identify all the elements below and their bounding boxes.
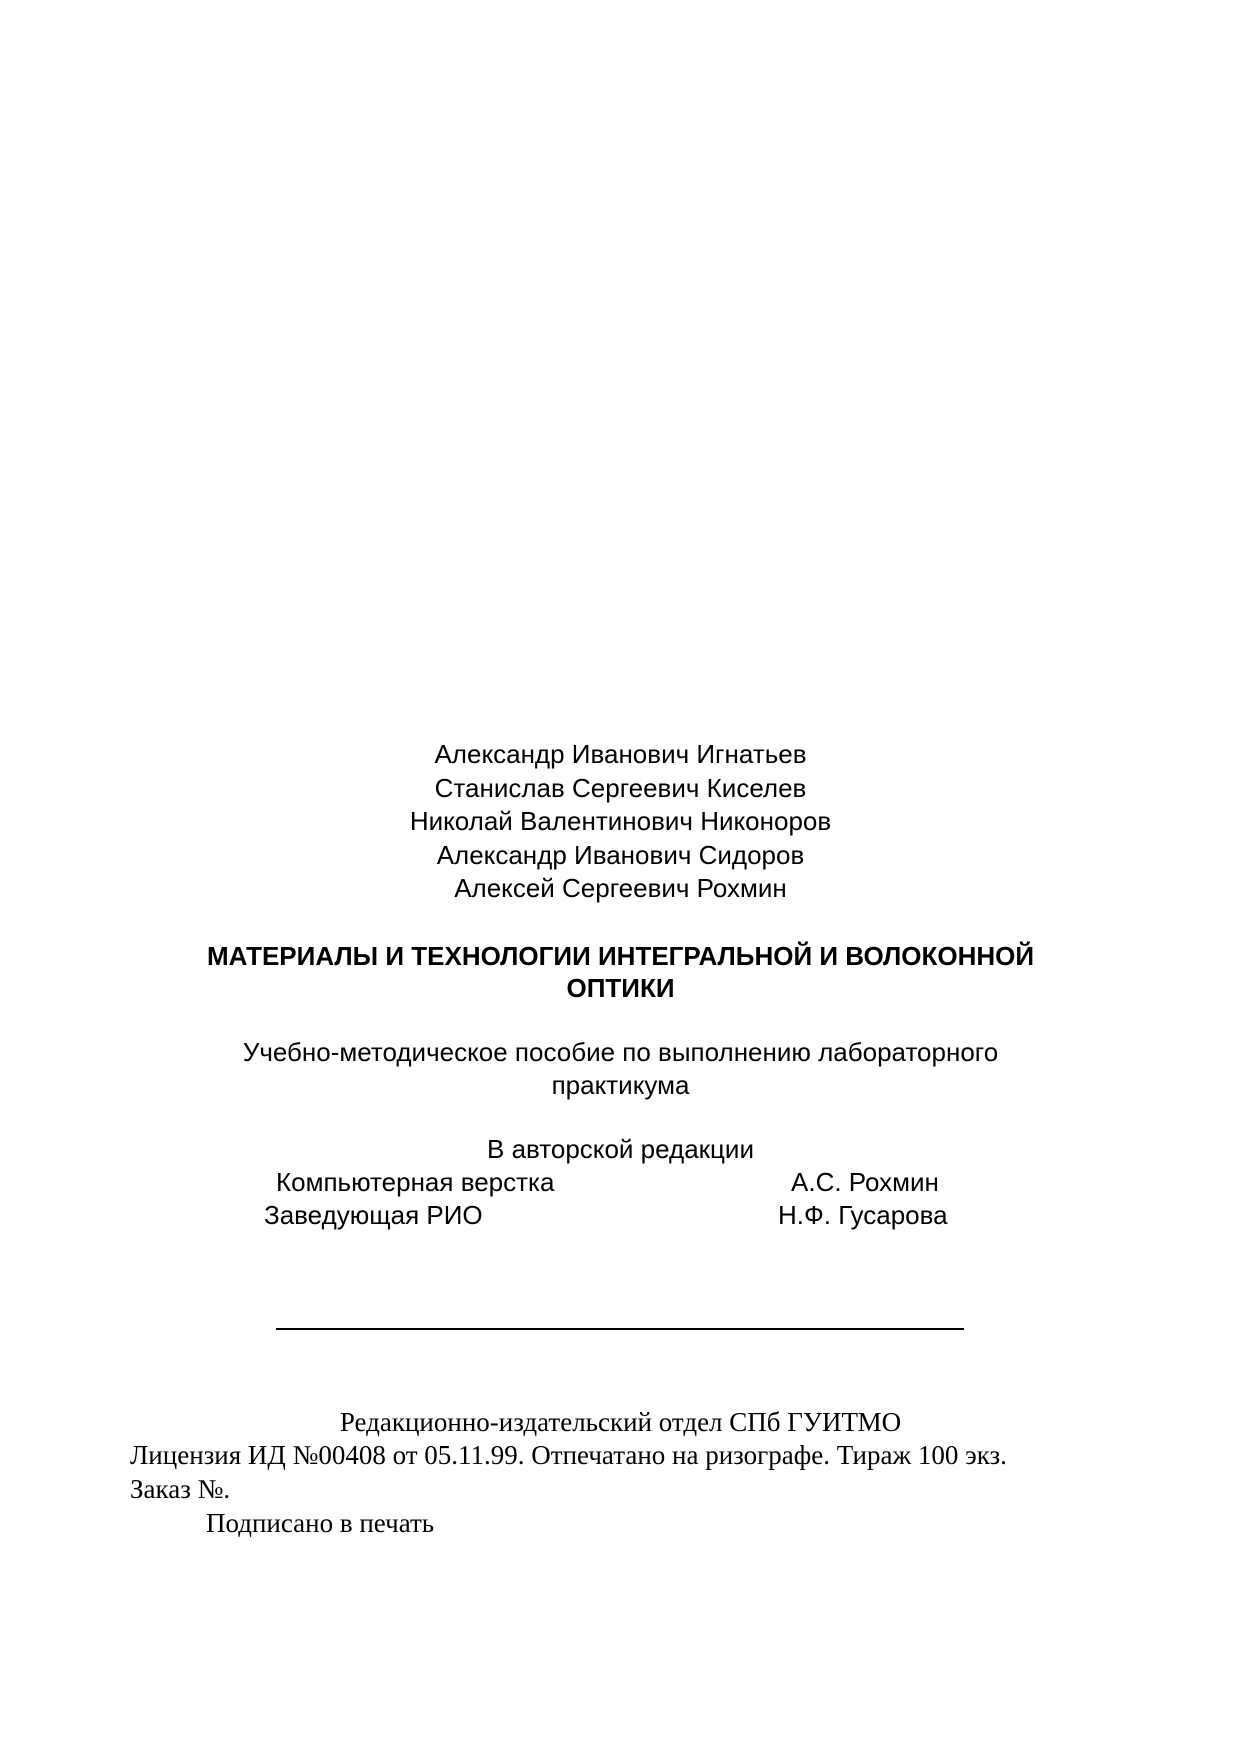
credit-person-rio-head: Н.Ф. Гусарова xyxy=(778,1200,948,1230)
publisher-department: Редакционно-издательский отдел СПб ГУИТМО xyxy=(339,1407,902,1437)
horizontal-rule xyxy=(276,1328,964,1330)
license-info: Лицензия ИД №00408 от 05.11.99. Отпечатано на ризографе. Тираж 100 экз. xyxy=(130,1440,1007,1470)
credit-role-layout: Компьютерная верстка xyxy=(276,1167,555,1197)
author-name: Николай Валентинович Никоноров xyxy=(409,806,832,836)
credit-role-rio-head: Заведующая РИО xyxy=(264,1200,483,1230)
credit-person-layout: А.С. Рохмин xyxy=(791,1167,939,1197)
authors-list xyxy=(0,738,1241,906)
document-subtitle xyxy=(140,1036,1101,1102)
author-name: Александр Иванович Сидоров xyxy=(436,839,805,870)
author-name: Алексей Сергеевич Рохмин xyxy=(454,873,787,903)
subtitle-line-1: Учебно-методическое пособие по выполнению лабораторного xyxy=(242,1037,999,1067)
author-name: Александр Иванович Игнатьев xyxy=(434,739,807,769)
edition-note: В авторской редакции xyxy=(487,1134,754,1164)
subtitle-line-2: практикума xyxy=(551,1070,690,1100)
author-name: Станислав Сергеевич Киселев xyxy=(434,772,807,803)
document-title xyxy=(140,940,1101,1004)
order-number: Заказ №. xyxy=(130,1474,231,1504)
title-line-2: ОПТИКИ xyxy=(566,973,675,1003)
title-line-1: МАТЕРИАЛЫ И ТЕХНОЛОГИИ ИНТЕГРАЛЬНОЙ И ВОЛОКОННОЙ xyxy=(206,941,1035,971)
signed-to-print: Подписано в печать xyxy=(206,1508,435,1538)
